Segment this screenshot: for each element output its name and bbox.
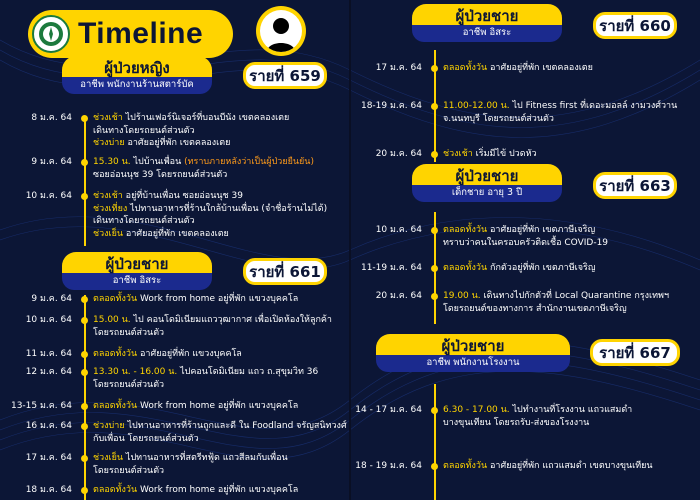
highlight-text: ช่วงบ่าย: [93, 421, 125, 431]
highlight-text: ตลอดทั้งวัน: [93, 349, 138, 359]
entry-text: ซอยอ่อนนุช 39 โดยรถยนต์ส่วนตัว: [93, 169, 228, 180]
case-badge-663: รายที่ 663: [593, 172, 677, 199]
patient-663-gender: ผู้ป่วยชาย: [455, 167, 519, 185]
timeline-entry: [350, 148, 700, 161]
entry-text: อาศัยอยู่ที่พัก แขวงบุคคโล: [137, 349, 242, 359]
entry-text-line: [93, 327, 164, 340]
highlight-text: ช่วงเที่ยง: [93, 203, 128, 214]
entry-text-line: [93, 190, 243, 203]
timeline-title-banner: [28, 10, 233, 58]
entry-text-line: [443, 237, 608, 250]
highlight-text: ช่วงเช้า: [93, 191, 123, 201]
case-badge-661: รายที่ 661: [243, 258, 327, 285]
timeline-dot-icon: [81, 455, 88, 462]
highlight-text: ตลอดทั้งวัน: [443, 461, 488, 471]
entry-text-line: [93, 366, 318, 379]
entry-text-line: [443, 148, 537, 161]
timeline-dot-icon: [81, 351, 88, 358]
entry-text-line: [93, 203, 327, 216]
entry-text-line: [93, 293, 298, 306]
timeline-entry: [350, 262, 700, 275]
patient-661-gender: ผู้ป่วยชาย: [105, 255, 169, 273]
entry-text: Work from home อยู่ที่พัก แขวงบุคคโล: [137, 294, 299, 304]
entry-text: ไป คอนโดมิเนียมแถววุฒากาศ เพื่อเปิดห้องให้ลูกค้า: [130, 315, 332, 325]
timeline-dot-icon: [81, 159, 88, 166]
timeline-entry: [350, 404, 700, 429]
timeline-dot-icon: [431, 103, 438, 110]
entry-text: ไป Fitness first ที่เดอะมอลล์ งามวงศ์วาน: [509, 101, 678, 111]
entry-date: 12 ม.ค. 64: [25, 367, 72, 377]
entry-date: 8 ม.ค. 64: [31, 113, 72, 123]
entry-text-line: [93, 228, 229, 241]
patient-663-header: [412, 164, 562, 200]
timeline-dot-icon: [81, 487, 88, 494]
timeline-line: [434, 384, 436, 500]
entry-text-line: [443, 404, 632, 417]
entry-text: Work from home อยู่ที่พัก แขวงบุคคโล: [137, 485, 299, 495]
entry-date: 11-19 ม.ค. 64: [360, 263, 422, 273]
entry-text: เดินทางไปกักตัวที่ Local Quarantine กรุงเทพฯ: [480, 291, 669, 301]
timeline-dot-icon: [431, 151, 438, 158]
entry-text-line: [93, 169, 227, 182]
timeline-entry: [0, 420, 350, 445]
timeline-dot-icon: [431, 407, 438, 414]
entry-text: ไปทำงานที่โรงงาน แถวแสมดำ: [509, 405, 633, 415]
page-title: Timeline: [78, 17, 204, 50]
entry-text: อยู่ที่บ้านเพื่อน ซอยอ่อนนุช 39: [122, 191, 243, 201]
entry-text-line: [93, 156, 314, 169]
entry-text: อาศัยอยู่ที่พัก เขตคลองเตย: [123, 228, 229, 239]
highlight-text: ตลอดทั้งวัน: [93, 401, 138, 411]
patient-659-occupation: อาชีพ พนักงานร้านสตาร์บัค: [62, 77, 212, 94]
patient-659-header: [62, 56, 212, 92]
patient-667-occupation: อาชีพ พนักงานโรงงาน: [376, 355, 570, 372]
entry-text-line: [93, 112, 289, 125]
patient-660-occupation: อาชีพ อิสระ: [412, 25, 562, 42]
highlight-text: 6.30 - 17.00 น.: [443, 405, 510, 415]
entry-text: กับเพื่อน โดยรถยนต์ส่วนตัว: [93, 433, 199, 444]
timeline-entry: [0, 156, 350, 181]
entry-text: อาศัยอยู่ที่พัก เขตภาษีเจริญ: [487, 225, 596, 235]
entry-date: 20 ม.ค. 64: [375, 149, 422, 159]
highlight-text: ตลอดทั้งวัน: [443, 225, 488, 235]
highlight-text: ช่วงเช้า: [443, 149, 473, 159]
entry-text: โดยรถยนต์ส่วนตัว: [93, 327, 165, 338]
entry-text-line: [443, 113, 554, 126]
entry-date: 14 - 17 ม.ค. 64: [355, 405, 422, 415]
timeline-dot-icon: [431, 293, 438, 300]
entry-text-line: [93, 465, 164, 478]
timeline-entry: [0, 400, 350, 413]
entry-date: 13-15 ม.ค. 64: [10, 401, 72, 411]
timeline-entry: [0, 293, 350, 306]
entry-text-line: [443, 224, 595, 237]
entry-text-line: [443, 290, 669, 303]
patient-663-age: เด็กชาย อายุ 3 ปี: [412, 185, 562, 202]
timeline-entry: [350, 100, 700, 125]
timeline-entry: [0, 484, 350, 497]
entry-text: เดินทางโดยรถยนต์ส่วนตัว: [93, 216, 195, 226]
entry-text: เดินทางโดยรถยนต์ส่วนตัว: [93, 125, 195, 136]
entry-text: ไปร้านเฟอร์นิเจอร์ที่บอนบีนัง เขตคลองเตย: [122, 113, 290, 123]
entry-text: โดยรถยนต์ของทางการ สำนักงานเขตภาษีเจริญ: [443, 303, 627, 314]
timeline-dot-icon: [431, 463, 438, 470]
entry-date: 16 ม.ค. 64: [25, 421, 72, 431]
entry-date: 20 ม.ค. 64: [375, 291, 422, 301]
right-column: [350, 0, 700, 500]
entry-date: 18 ม.ค. 64: [25, 485, 72, 495]
timeline-entry: [0, 190, 350, 240]
case-badge-667: รายที่ 667: [590, 339, 680, 366]
entry-text-line: [93, 348, 242, 361]
timeline-dot-icon: [81, 369, 88, 376]
highlight-text: 13.30 น. - 16.00 น.: [93, 367, 178, 377]
entry-date: 10 ม.ค. 64: [375, 225, 422, 235]
case-badge-660: รายที่ 660: [593, 12, 677, 39]
entry-text: เริ่มมีไข้ ปวดหัว: [472, 149, 537, 159]
ministry-logo-icon: [32, 15, 70, 53]
entry-text: ทราบว่าคนในครอบครัวติดเชื้อ COVID-19: [443, 237, 609, 248]
highlight-text: 15.00 น.: [93, 315, 131, 325]
entry-text: โดยรถยนต์ส่วนตัว: [93, 379, 165, 390]
entry-text-line: [93, 137, 230, 150]
highlight-text: ช่วงเช้า: [93, 113, 123, 123]
entry-text: ไปทานอาหารที่สตรีทฟู้ด แถวสีลมกับเพื่อน: [123, 453, 288, 463]
timeline-entry: [350, 62, 700, 75]
entry-text-line: [443, 303, 627, 316]
timeline-entry: [350, 290, 700, 315]
entry-date: 9 ม.ค. 64: [31, 157, 72, 167]
entry-text: Work from home อยู่ที่พัก แขวงบุคคโล: [137, 401, 299, 411]
entry-text-line: [443, 460, 653, 473]
entry-text-line: [93, 215, 195, 228]
timeline-dot-icon: [81, 317, 88, 324]
entry-text: กักตัวอยู่ที่พัก เขตภาษีเจริญ: [487, 263, 596, 273]
entry-text-line: [93, 379, 164, 392]
patient-661-occupation: อาชีพ อิสระ: [62, 273, 212, 290]
highlight-text: ช่วงเย็น: [93, 228, 124, 239]
entry-text: โดยรถยนต์ส่วนตัว: [93, 465, 165, 476]
highlight-text: ช่วงเย็น: [93, 453, 124, 463]
entry-text: ไปทานอาหารที่ร้านใกล้บ้านเพื่อน (จำชื่อร้านไม่ได้): [127, 203, 328, 214]
avatar-icon: [256, 6, 306, 56]
timeline-dot-icon: [81, 296, 88, 303]
timeline-dot-icon: [431, 65, 438, 72]
entry-text: อาศัยอยู่ที่พัก เขตคลองเตย: [487, 63, 593, 73]
entry-text: จ.นนทบุรี โดยรถยนต์ส่วนตัว: [443, 113, 554, 124]
entry-text-line: [93, 484, 298, 497]
entry-text: ไปทานอาหารที่ร้านถูกและดี ใน Foodland จรัญสนิทวงศ์: [124, 421, 347, 431]
highlight-text: ช่วงบ่าย: [93, 138, 125, 148]
entry-text: ไปคอนโดมิเนียม แถว ถ.สุขุมวิท 36: [177, 367, 319, 377]
entry-date: 10 ม.ค. 64: [25, 315, 72, 325]
entry-date: 17 ม.ค. 64: [375, 63, 422, 73]
timeline-dot-icon: [81, 423, 88, 430]
entry-date: 18-19 ม.ค. 64: [360, 101, 422, 111]
highlight-text: 15.30 น.: [93, 157, 131, 167]
entry-date: 18 - 19 ม.ค. 64: [355, 461, 422, 471]
entry-date: 10 ม.ค. 64: [25, 191, 72, 201]
timeline-entry: [350, 460, 700, 473]
entry-text: ไปบ้านเพื่อน: [130, 157, 185, 167]
highlight-text: 11.00-12.00 น.: [443, 101, 510, 111]
timeline-dot-icon: [431, 265, 438, 272]
entry-text: อาศัยอยู่ที่พัก แถวแสมดำ เขตบางขุนเทียน: [487, 461, 653, 471]
patient-660-header: [412, 4, 562, 38]
highlight-text: ตลอดทั้งวัน: [443, 263, 488, 273]
timeline-dot-icon: [81, 115, 88, 122]
entry-text-line: [443, 417, 589, 430]
entry-date: 11 ม.ค. 64: [25, 349, 72, 359]
entry-text-line: [93, 420, 347, 433]
timeline-dot-icon: [81, 193, 88, 200]
patient-660-gender: ผู้ป่วยชาย: [455, 7, 519, 25]
entry-date: 9 ม.ค. 64: [31, 294, 72, 304]
entry-text-line: [93, 433, 199, 446]
highlight-text: (ทราบภายหลังว่าเป็นผู้ป่วยยืนยัน): [184, 157, 314, 167]
timeline-entry: [0, 366, 350, 391]
timeline-dot-icon: [431, 227, 438, 234]
entry-text-line: [443, 262, 596, 275]
timeline-entry: [350, 224, 700, 249]
entry-text-line: [93, 452, 288, 465]
timeline-dot-icon: [81, 403, 88, 410]
timeline-entry: [0, 348, 350, 361]
patient-667-gender: ผู้ป่วยชาย: [441, 337, 505, 355]
patient-661-header: [62, 252, 212, 288]
entry-text-line: [93, 314, 332, 327]
patient-667-header: [376, 334, 570, 370]
entry-date: 17 ม.ค. 64: [25, 453, 72, 463]
highlight-text: 19.00 น.: [443, 291, 481, 301]
highlight-text: ตลอดทั้งวัน: [443, 63, 488, 73]
timeline-entry: [0, 452, 350, 477]
timeline-entry: [0, 112, 350, 150]
highlight-text: ตลอดทั้งวัน: [93, 485, 138, 495]
patient-659-gender: ผู้ป่วยหญิง: [104, 59, 170, 77]
timeline-entry: [0, 314, 350, 339]
entry-text: อาศัยอยู่ที่พัก เขตคลองเตย: [124, 138, 231, 148]
highlight-text: ตลอดทั้งวัน: [93, 294, 138, 304]
entry-text-line: [443, 100, 677, 113]
entry-text-line: [93, 400, 298, 413]
entry-text-line: [443, 62, 593, 75]
entry-text-line: [93, 125, 195, 138]
entry-text: บางขุนเทียน โดยรถรับ-ส่งของโรงงาน: [443, 417, 590, 428]
case-badge-659: รายที่ 659: [243, 62, 327, 89]
